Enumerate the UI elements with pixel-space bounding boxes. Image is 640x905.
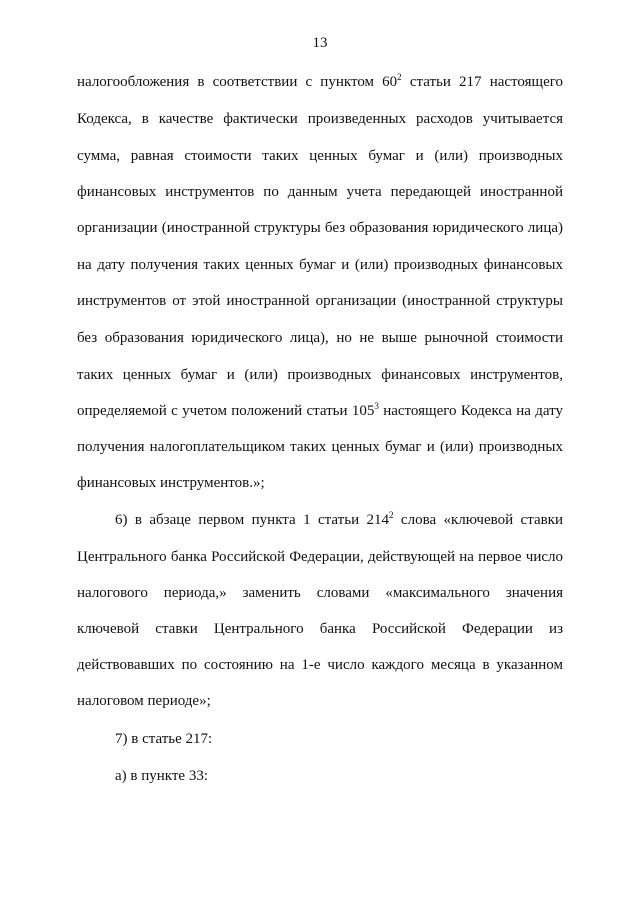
text-line: действовавших по состоянию на 1-е число каждого месяца в указанном <box>77 657 563 673</box>
paragraph-start-line <box>115 511 563 529</box>
text-line: налоговом периоде»; <box>77 693 211 709</box>
text-run: определяемой с учетом положений статьи 105 <box>77 403 375 419</box>
text-line: сумма, равная стоимости таких ценных бумаг и (или) производных <box>77 148 563 164</box>
list-subitem-heading: а) в пункте 33: <box>115 768 209 784</box>
text-line: Кодекса, в качестве фактически произведенных расходов учитывается <box>77 111 563 127</box>
page-number: 13 <box>312 35 328 51</box>
text-run: настоящего Кодекса на дату <box>378 403 563 419</box>
text-run: налогообложения в соответствии с пунктом 60 <box>77 74 398 90</box>
text-run: 6) в абзаце первом пункта 1 статьи 214 <box>115 512 390 528</box>
text-line: организации (иностранной структуры без образования юридического лица) <box>77 220 563 236</box>
superscript: 3 <box>374 401 379 411</box>
superscript: 2 <box>389 510 394 520</box>
text-line: налогового периода,» заменить словами «максимального значения <box>77 585 563 601</box>
text-line: ключевой ставки Центрального банка Российской Федерации из <box>77 621 563 637</box>
text-line: инструментов от этой иностранной организации (иностранной структуры <box>77 293 563 309</box>
text-line <box>77 73 563 91</box>
text-line: получения налогоплательщиком таких ценных бумаг и (или) производных <box>77 439 563 455</box>
text-line <box>77 402 563 420</box>
text-line: Центрального банка Российской Федерации, действующей на первое число <box>77 549 563 565</box>
text-line: таких ценных бумаг и (или) производных финансовых инструментов, <box>77 367 563 383</box>
text-run: статьи 217 настоящего <box>401 74 564 90</box>
text-line: финансовых инструментов.»; <box>77 475 265 491</box>
text-run: слова «ключевой ставки <box>393 512 563 528</box>
text-line: на дату получения таких ценных бумаг и (или) производных финансовых <box>77 257 563 273</box>
superscript: 2 <box>397 72 402 82</box>
text-line: финансовых инструментов по данным учета передающей иностранной <box>77 184 563 200</box>
list-item-heading: 7) в статье 217: <box>115 731 213 747</box>
text-line: без образования юридического лица), но не выше рыночной стоимости <box>77 330 563 346</box>
